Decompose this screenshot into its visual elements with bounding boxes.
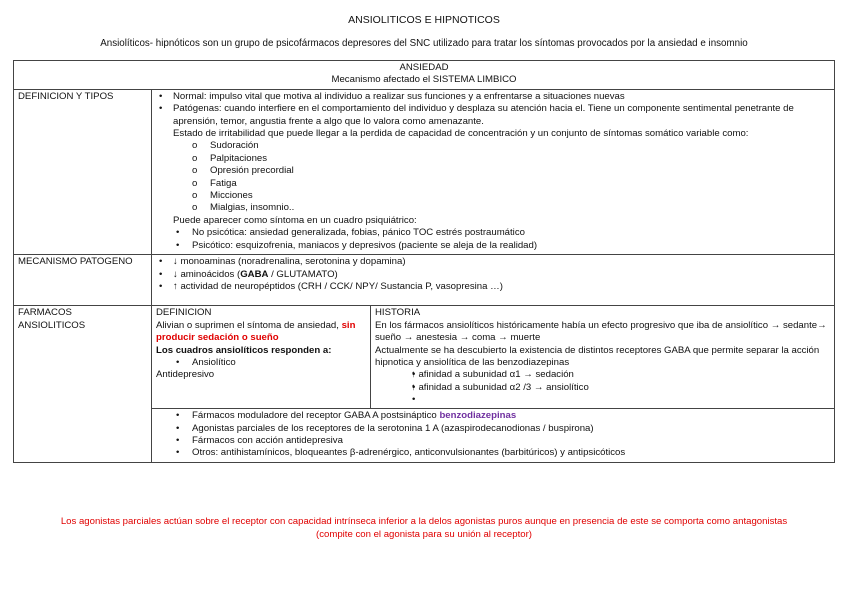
list-item: [375, 394, 830, 406]
list-item: • Ansiolítico: [156, 357, 366, 369]
farmacos-list: [152, 409, 835, 463]
list-item: • Fármacos moduladore del receptor GABA A postsináptico benzodiazepinas: [156, 410, 830, 422]
table-header-row: [14, 61, 835, 90]
definicion-text: Alivian o suprimen el síntoma de ansiedad, sin producir sedación o sueño: [156, 319, 356, 344]
header-subtitle: Mecanismo afectado el SISTEMA LIMBICO: [331, 74, 517, 86]
list-item: • Otros: antihistamínicos, bloqueantes β-adrenérgico, anticonvulsionantes (barbitúricos) y antipsicóticos: [156, 447, 830, 459]
patogenas-item: • Patógenas: cuando interfiere en el comportamiento del individuo y desplaza su atención hacia el. Tiene un componente sentimental penetrante de aprensión, temor, angustia frente a algo que lo valora como amenazante.: [156, 103, 830, 128]
farmacos-row: [14, 306, 835, 409]
list-item: o Fatiga: [156, 178, 830, 190]
list-item: o Sudoración: [156, 140, 830, 152]
definicion-content: [152, 89, 835, 254]
list-item: o Palpitaciones: [156, 153, 830, 165]
puede-text: Puede aparecer como síntoma en un cuadro psiquiátrico:: [173, 214, 417, 226]
definicion-label: DEFINICION Y TIPOS: [14, 89, 152, 254]
sintomas-list: [156, 140, 830, 214]
list-item: • ↓ monoaminas (noradrenalina, serotonina y dopamina): [156, 256, 830, 268]
farmacos-label-2: ANSIOLITICOS: [18, 319, 86, 331]
mecanismo-label: MECANISMO PATOGENO: [14, 255, 152, 306]
list-item: • Agonistas parciales de los receptores de la serotonina 1 A (azaspirodecanodionas / buspirona): [156, 423, 830, 435]
definicion-bold: Los cuadros ansiolíticos responden a:: [156, 344, 332, 356]
historia-cell: [371, 306, 835, 408]
list-item: • No psicótica: ansiedad generalizada, fobias, pánico TOC estrés postraumático: [156, 227, 830, 239]
definicion-row: [14, 89, 835, 254]
list-item: • Fármacos con acción antidepresiva: [156, 435, 830, 447]
list-item: o Micciones: [156, 190, 830, 202]
historia-text-1: En los fármacos ansiolíticos históricamente había un efecto progresivo que iba de ansiolítico → sedante→ sueño → anestesia → coma → muerte: [375, 319, 827, 344]
document-title: ANSIOLITICOS E HIPNOTICOS: [348, 14, 500, 26]
definicion-item2: Antidepresivo: [156, 369, 215, 381]
farmacos-split: [152, 306, 835, 409]
list-item: o Mialgias, insomnio..: [156, 202, 830, 214]
footnote: [0, 515, 848, 541]
definicion-cell: [152, 306, 371, 408]
list-item: • ↑ afinidad a subunidad α1 → sedación: [375, 369, 830, 381]
farmacos-label: [14, 306, 152, 462]
normal-item: • Normal: impulso vital que motiva al individuo a realizar sus funciones y a enfrentarse a situaciones nuevas: [156, 91, 830, 103]
mecanismo-content: [152, 255, 835, 306]
ansiedad-table: [13, 60, 835, 463]
header-title: ANSIEDAD: [399, 62, 449, 73]
list-item: • Psicótico: esquizofrenia, maniacos y depresivos (paciente se aleja de la realidad): [156, 240, 830, 252]
farmacos-label-1: FARMACOS: [18, 307, 72, 319]
footnote-line-2: (compite con el agonista para su unión al receptor): [316, 529, 532, 540]
list-item: • ↓ aminoácidos (GABA / GLUTAMATO): [156, 269, 830, 281]
mecanismo-row: [14, 255, 835, 306]
list-item: • ↑ afinidad a subunidad α2 /3 → ansiolítico: [375, 382, 830, 394]
intro-paragraph: Ansiolíticos- hipnóticos son un grupo de psicofármacos depresores del SNC utilizado para tratar los síntomas provocados por la ansiedad e insomnio: [100, 38, 748, 49]
historia-text-2: Actualmente se ha descubierto la existencia de distintos receptores GABA que permite separar la acción hipnotica y ansiolítica de las benzodiazepinas: [375, 344, 820, 368]
definicion-heading: DEFINICION: [156, 307, 212, 319]
table-header-cell: [14, 61, 835, 90]
historia-heading: HISTORIA: [375, 307, 421, 319]
estado-text: Estado de irritabilidad que puede llegar a la perdida de capacidad de concentración y un conjunto de síntomas somático variable como:: [173, 128, 749, 140]
list-item: o Opresión precordial: [156, 165, 830, 177]
tipos-list: [156, 227, 830, 252]
footnote-line-1: Los agonistas parciales actúan sobre el receptor con capacidad intrínseca inferior a la delos agonistas puros aunque en presencia de este se comporta como antagonistas: [60, 516, 788, 527]
list-item: • ↑ actividad de neuropéptidos (CRH / CCK/ NPY/ Sustancia P, vasopresina …): [156, 281, 830, 293]
